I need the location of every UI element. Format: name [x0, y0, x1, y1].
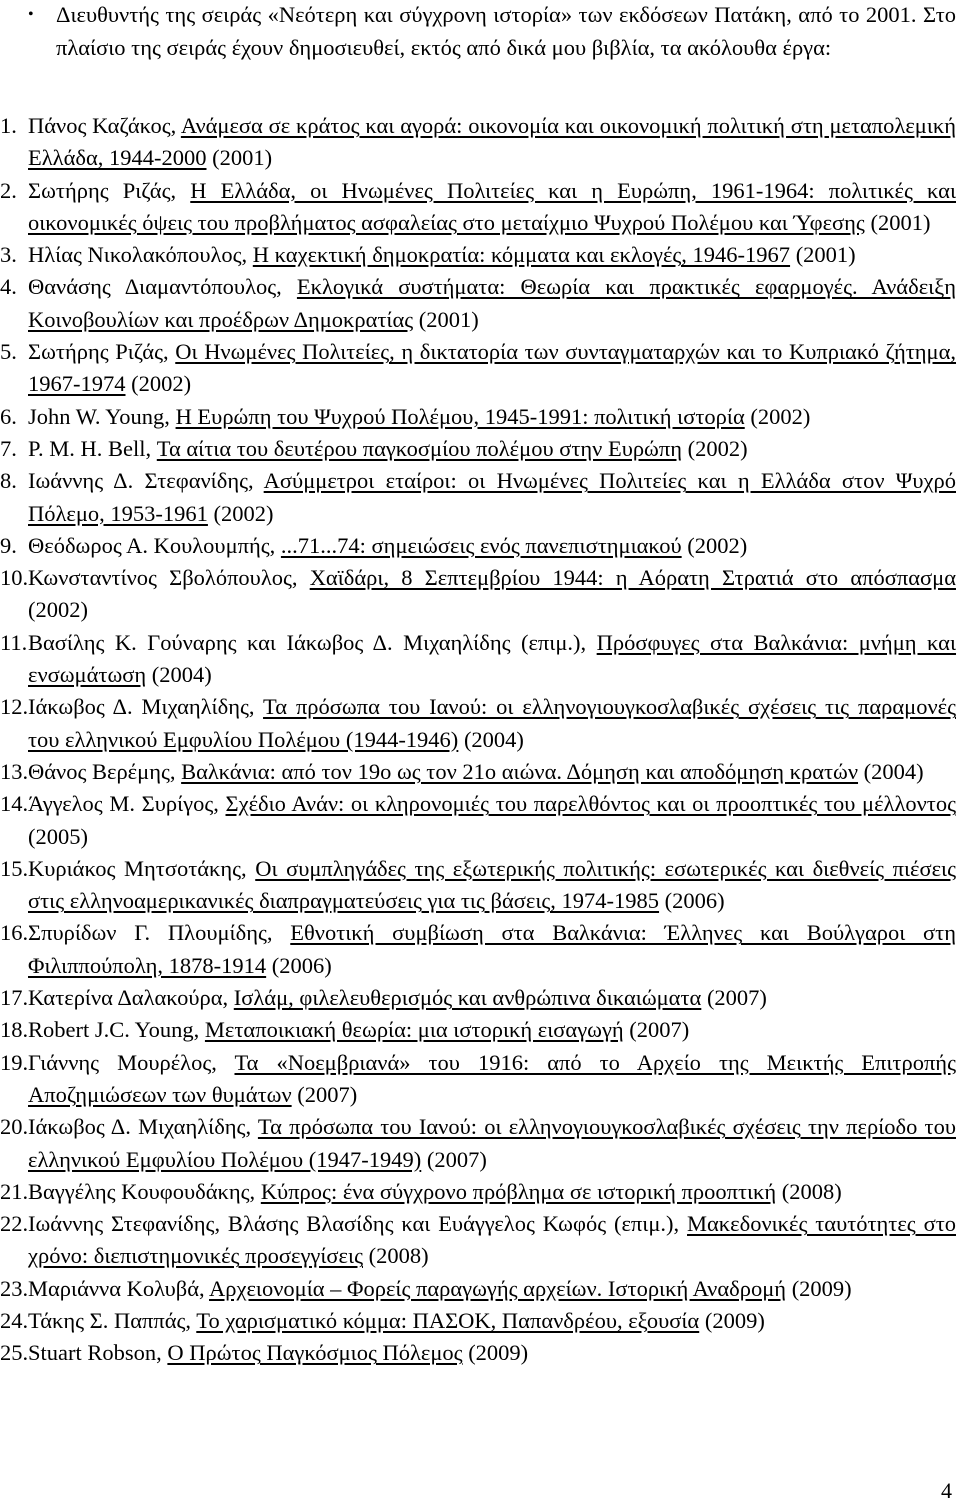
item-title: Τα πρόσωπα του Ιανού: οι ελληνογιουγκοσλαβικές σχέσεις την περίοδο του ελληνικού Εμφυλίου Πολέμου (1947-1949): [28, 1114, 956, 1172]
item-year: (2001): [413, 306, 479, 332]
book-list: [0, 110, 956, 1370]
item-author: Τάκης Σ. Παππάς,: [28, 1307, 197, 1333]
item-author: Κυριάκος Μητσοτάκης,: [28, 855, 256, 881]
item-year: (2009): [786, 1275, 852, 1301]
item-year: (2002): [125, 371, 192, 397]
item-title: Ανάμεσα σε κράτος και αγορά: οικονομία και οικονομική πολιτική στη μεταπολεμική Ελλάδα, 1944-2000: [28, 113, 956, 171]
item-number: 12.: [0, 694, 29, 720]
list-item: [0, 853, 956, 918]
item-year: (2002): [681, 532, 748, 558]
item-author: John W. Young,: [28, 403, 176, 429]
item-author: Ιάκωβος Δ. Μιχαηλίδης,: [28, 1114, 258, 1140]
list-item: [0, 530, 956, 562]
item-title: Ασύμμετροι εταίροι: οι Ηνωμένες Πολιτείες και η Ελλάδα στον Ψυχρό Πόλεμο, 1953-1961: [28, 468, 956, 526]
item-title: Η Ευρώπη του Ψυχρού Πολέμου, 1945-1991: πολιτική ιστορία: [175, 403, 745, 429]
item-year: (2005): [28, 823, 88, 849]
item-year: (2006): [659, 888, 725, 914]
item-author: Ιωάννης Στεφανίδης, Βλάσης Βλασίδης και Ευάγγελος Κωφός (επιμ.),: [28, 1211, 688, 1237]
item-title: Τα αίτια του δευτέρου παγκοσμίου πολέμου στην Ευρώπη: [156, 435, 682, 461]
item-author: Θάνος Βερέμης,: [28, 758, 182, 784]
item-number: 24.: [0, 1307, 29, 1333]
item-title: ...71...74: σημειώσεις ενός πανεπιστημιακού: [280, 532, 682, 558]
list-item: [0, 1047, 956, 1112]
bullet-icon: •: [28, 6, 34, 23]
list-item: [0, 1337, 956, 1369]
item-author: Θεόδωρος Α. Κουλουμπής,: [28, 532, 281, 558]
list-item: [0, 433, 956, 465]
item-author: Πάνος Καζάκος,: [28, 113, 181, 138]
list-item: [0, 982, 956, 1014]
item-number: 5.: [0, 339, 17, 365]
item-number: 9.: [0, 532, 17, 558]
item-author: Κατερίνα Δαλακούρα,: [28, 985, 234, 1011]
item-title: Μακεδονικές ταυτότητες στο χρόνο: διεπιστημονικές προσεγγίσεις: [28, 1211, 956, 1269]
item-title: Μεταποικιακή θεωρία: μια ιστορική εισαγωγή: [204, 1017, 624, 1043]
list-item: [0, 271, 956, 336]
list-item: [0, 336, 956, 401]
list-item: [0, 465, 956, 530]
page-number: 4: [941, 1478, 952, 1503]
item-number: 16.: [0, 920, 29, 946]
item-author: Βασίλης Κ. Γούναρης και Ιάκωβος Δ. Μιχαηλίδης (επιμ.),: [28, 629, 597, 655]
list-item: [0, 1176, 956, 1208]
item-author: Βαγγέλης Κουφουδάκης,: [28, 1178, 261, 1204]
item-title: Ισλάμ, φιλελευθερισμός και ανθρώπινα δικαιώματα: [233, 985, 702, 1011]
item-title: Εθνοτική συμβίωση στα Βαλκάνια: Έλληνες και Βούλγαροι στη Φιλιππούπολη, 1878-1914: [28, 920, 956, 978]
item-author: Stuart Robson,: [28, 1340, 168, 1366]
item-title: Οι συμπληγάδες της εξωτερικής πολιτικής: εσωτερικές και διεθνείς πιέσεις στις ελληνοαμερικανικές διαπραγματεύσεις για τις βάσεις, 1974-1985: [28, 855, 956, 914]
item-author: Κωνσταντίνος Σβολόπουλος,: [28, 565, 310, 591]
item-year: (2008): [776, 1178, 842, 1204]
item-year: (2004): [458, 726, 524, 752]
item-title: Πρόσφυγες στα Βαλκάνια: μνήμη και ενσωμάτωση: [28, 629, 957, 688]
item-number: 1.: [0, 113, 17, 138]
item-author: Σωτήρης Ριζάς,: [28, 339, 176, 365]
item-author: Ιωάννης Δ. Στεφανίδης,: [28, 468, 264, 494]
item-year: (2001): [206, 145, 273, 171]
item-number: 10.: [0, 565, 29, 591]
item-title: Οι Ηνωμένες Πολιτείες, η δικτατορία των συνταγματαρχών και το Κυπριακό ζήτημα, 1967-1974: [28, 339, 957, 397]
list-item: [0, 627, 956, 692]
item-title: Τα πρόσωπα του Ιανού: οι ελληνογιουγκοσλαβικές σχέσεις τις παραμονές του ελληνικού Εμφυλίου Πολέμου (1944-1946): [28, 694, 956, 752]
item-author: P. M. H. Bell,: [28, 435, 157, 461]
item-year: (2009): [462, 1340, 529, 1366]
list-item: [0, 110, 956, 175]
list-item: [0, 691, 956, 756]
item-year: (2006): [266, 952, 332, 978]
item-author: Robert J.C. Young,: [28, 1017, 205, 1043]
item-author: Μαριάννα Κολυβά,: [28, 1275, 210, 1301]
list-item: [0, 917, 956, 982]
item-number: 4.: [0, 274, 17, 300]
list-item: [0, 1208, 956, 1273]
item-number: 11.: [0, 629, 28, 655]
item-number: 14.: [0, 791, 29, 817]
item-number: 20.: [0, 1114, 29, 1140]
item-author: Ηλίας Νικολακόπουλος,: [28, 242, 253, 268]
list-item: [0, 1305, 956, 1337]
list-item: [0, 788, 956, 853]
item-year: (2001): [864, 209, 931, 235]
item-title: Η καχεκτική δημοκρατία: κόμματα και εκλογές, 1946-1967: [252, 242, 791, 268]
item-year: (2007): [421, 1146, 487, 1172]
intro-text: Διευθυντής της σειράς «Νεότερη και σύγχρονη ιστορία» των εκδόσεων Πατάκη, από το 2001. Στο πλαίσιο της σειράς έχουν δημοσιευθεί, εκτός από δικά μου βιβλία, τα ακόλουθα έργα:: [56, 2, 956, 60]
item-author: Θανάσης Διαμαντόπουλος,: [28, 274, 297, 300]
item-year: (2007): [291, 1081, 358, 1107]
item-title: Ο Πρώτος Παγκόσμιος Πόλεμος: [167, 1340, 463, 1366]
item-number: 13.: [0, 758, 29, 784]
item-year: (2007): [623, 1017, 690, 1043]
item-year: (2002): [207, 500, 274, 526]
item-year: (2004): [146, 662, 212, 688]
list-item: [0, 1014, 956, 1046]
item-title: Εκλογικά συστήματα: Θεωρία και πρακτικές εφαρμογές. Ανάδειξη Κοινοβουλίων και προέδρων Δημοκρατίας: [28, 274, 956, 332]
item-year: (2007): [701, 985, 767, 1011]
list-item: [0, 756, 956, 788]
item-year: (2008): [362, 1243, 429, 1269]
item-year: (2002): [744, 403, 811, 429]
item-number: 18.: [0, 1017, 29, 1043]
item-author: Σωτήρης Ριζάς,: [28, 177, 191, 203]
list-item: [0, 1273, 956, 1305]
item-author: Άγγελος Μ. Συρίγος,: [28, 791, 226, 817]
item-number: 15.: [0, 855, 29, 881]
item-title: Βαλκάνια: από τον 19ο ως τον 21ο αιώνα. Δόμηση και αποδόμηση κρατών: [181, 758, 859, 784]
list-item: [0, 1111, 956, 1176]
item-year: (2002): [28, 597, 88, 623]
list-item: [0, 562, 956, 627]
item-number: 3.: [0, 242, 17, 268]
item-author: Γιάννης Μουρέλος,: [28, 1049, 235, 1075]
item-year: (2009): [699, 1307, 765, 1333]
item-title: Κύπρος: ένα σύγχρονο πρόβλημα σε ιστορική προοπτική: [260, 1178, 777, 1204]
item-title: Αρχειονομία – Φορείς παραγωγής αρχείων. Ιστορική Αναδρομή: [209, 1275, 787, 1301]
item-title: Σχέδιο Ανάν: οι κληρονομιές του παρελθόντος και οι προοπτικές του μέλλοντος: [225, 791, 956, 817]
item-title: Το χαρισματικό κόμμα: ΠΑΣΟΚ, Παπανδρέου, εξουσία: [196, 1307, 700, 1333]
item-author: Ιάκωβος Δ. Μιχαηλίδης,: [28, 694, 264, 720]
item-number: 23.: [0, 1275, 29, 1301]
list-item: [0, 401, 956, 433]
item-number: 8.: [0, 468, 17, 494]
item-author: Σπυρίδων Γ. Πλουμίδης,: [28, 920, 291, 946]
item-number: 6.: [0, 403, 17, 429]
intro-paragraph: [28, 0, 956, 64]
list-item: [0, 175, 956, 240]
item-title: Η Ελλάδα, οι Ηνωμένες Πολιτείες και η Ευρώπη, 1961-1964: πολιτικές και οικονομικές όψεις του προβλήματος ασφαλείας στο μεταίχμιο Ψυχρού Πολέμου και Ύφεσης: [28, 177, 956, 235]
item-number: 22.: [0, 1211, 29, 1237]
item-number: 19.: [0, 1049, 29, 1075]
item-year: (2004): [858, 758, 924, 784]
list-item: [0, 239, 956, 271]
item-number: 17.: [0, 985, 29, 1011]
item-number: 25.: [0, 1340, 29, 1366]
item-number: 2.: [0, 177, 17, 203]
item-title: Χαϊδάρι, 8 Σεπτεμβρίου 1944: η Αόρατη Στρατιά στο απόσπασμα: [309, 565, 956, 591]
item-year: (2002): [682, 435, 748, 461]
item-number: 21.: [0, 1178, 29, 1204]
item-number: 7.: [0, 435, 17, 461]
item-title: Τα «Νοεμβριανά» του 1916: από το Αρχείο της Μεικτής Επιτροπής Αποζημιώσεων των θυμάτων: [28, 1049, 956, 1107]
item-year: (2001): [790, 242, 856, 268]
